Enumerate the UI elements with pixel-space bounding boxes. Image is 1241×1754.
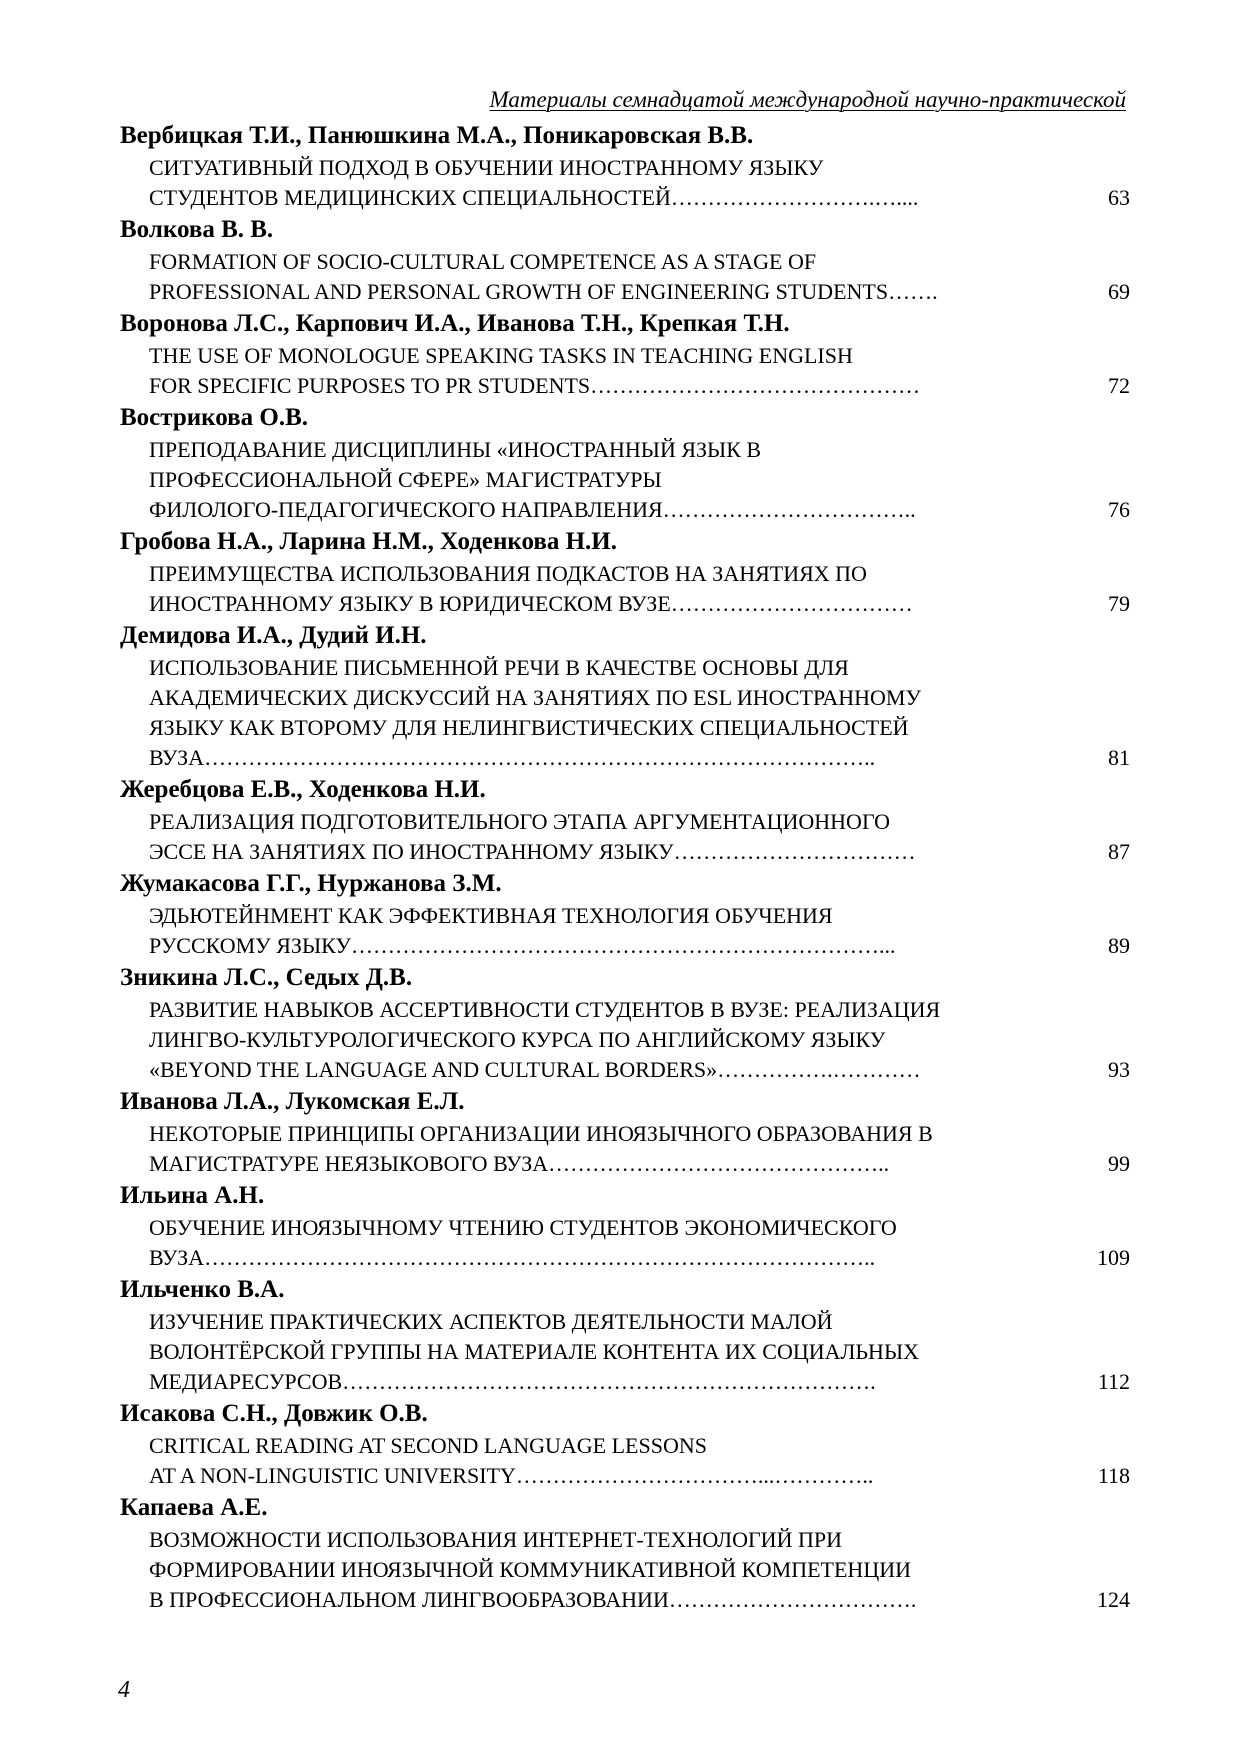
- toc-entry-title: [120, 995, 1130, 1085]
- toc-entry-title-line: ВУЗА………………………………………………………………………………..: [149, 1245, 876, 1270]
- toc-entry-title: [120, 1431, 1130, 1491]
- toc-entry-authors: Иванова Л.А., Лукомская Е.Л.: [120, 1088, 465, 1115]
- toc-entry-title: [120, 341, 1130, 401]
- toc-entry-page-number: 76: [1108, 497, 1130, 522]
- toc-entry-title-line: ЭССЕ НА ЗАНЯТИЯХ ПО ИНОСТРАННОМУ ЯЗЫКУ……………………………: [149, 839, 916, 864]
- toc-entry-authors: Ильина А.Н.: [120, 1182, 265, 1209]
- toc-entry-page-number: 81: [1108, 745, 1130, 770]
- toc-entry-page-number: 118: [1097, 1463, 1130, 1488]
- toc-entry[interactable]: [120, 619, 1130, 773]
- toc-entry-title: [120, 1119, 1130, 1179]
- toc-entry[interactable]: [120, 867, 1130, 961]
- toc-entry-title-line: ЯЗЫКУ КАК ВТОРОМУ ДЛЯ НЕЛИНГВИСТИЧЕСКИХ СПЕЦИАЛЬНОСТЕЙ: [149, 715, 909, 740]
- toc-entry-title-line: THE USE OF MONOLOGUE SPEAKING TASKS IN TEACHING ENGLISH: [149, 343, 853, 368]
- toc-entry-authors: Вербицкая Т.И., Панюшкина М.А., Поникаровская В.В.: [120, 122, 754, 149]
- toc-entry-title-line: В ПРОФЕССИОНАЛЬНОМ ЛИНГВООБРАЗОВАНИИ…………………………….: [149, 1587, 917, 1612]
- toc-entry-title-line: FORMATION OF SOCIO-CULTURAL COMPETENCE AS A STAGE OF: [149, 249, 817, 274]
- toc-entry-title: [120, 1307, 1130, 1397]
- toc-entry-title-line: ПРЕПОДАВАНИЕ ДИСЦИПЛИНЫ «ИНОСТРАННЫЙ ЯЗЫК В: [149, 437, 762, 462]
- toc-entry-title: [120, 1213, 1130, 1273]
- toc-entry-title-line: ПРЕИМУЩЕСТВА ИСПОЛЬЗОВАНИЯ ПОДКАСТОВ НА ЗАНЯТИЯХ ПО: [149, 561, 867, 586]
- toc-entry-title: [120, 153, 1130, 213]
- toc-entry-title: [120, 653, 1130, 773]
- toc-entry-authors: Капаева А.Е.: [120, 1494, 268, 1521]
- toc-entry-title: [120, 1525, 1130, 1615]
- toc-entry-title-line: ФИЛОЛОГО-ПЕДАГОГИЧЕСКОГО НАПРАВЛЕНИЯ……………………………..: [149, 497, 916, 522]
- toc-entry[interactable]: [120, 1085, 1130, 1179]
- toc-entry[interactable]: [120, 1491, 1130, 1615]
- toc-entry-title-line: ЛИНГВО-КУЛЬТУРОЛОГИЧЕСКОГО КУРСА ПО АНГЛИЙСКОМУ ЯЗЫКУ: [149, 1027, 886, 1052]
- toc-entry-authors: Жеребцова Е.В., Ходенкова Н.И.: [120, 776, 486, 803]
- toc-entry-page-number: 72: [1108, 373, 1130, 398]
- toc-entry-title-line: АКАДЕМИЧЕСКИХ ДИСКУССИЙ НА ЗАНЯТИЯХ ПО ESL ИНОСТРАННОМУ: [149, 685, 922, 710]
- toc-entry-authors: Исакова С.Н., Довжик О.В.: [120, 1400, 428, 1427]
- toc-entry[interactable]: [120, 773, 1130, 867]
- toc-entry[interactable]: [120, 307, 1130, 401]
- toc-entry-page-number: 109: [1097, 1245, 1130, 1270]
- toc-entry-authors: Зникина Л.С., Седых Д.В.: [120, 964, 413, 991]
- toc-entry-page-number: 79: [1108, 591, 1130, 616]
- toc-entry-page-number: 99: [1108, 1151, 1130, 1176]
- toc-entry-title-line: AT A NON-LINGUISTIC UNIVERSITY……………………………...…………..: [149, 1463, 874, 1488]
- toc-entry[interactable]: [120, 1397, 1130, 1491]
- toc-entry[interactable]: [120, 401, 1130, 525]
- toc-entry-title: [120, 901, 1130, 961]
- toc-entry-title-line: СТУДЕНТОВ МЕДИЦИНСКИХ СПЕЦИАЛЬНОСТЕЙ……………………….…....: [149, 185, 919, 210]
- toc-entry-title-line: «BEYOND THE LANGUAGE AND CULTURAL BORDERS»…………….…………: [149, 1057, 921, 1082]
- toc-entry-title-line: РЕАЛИЗАЦИЯ ПОДГОТОВИТЕЛЬНОГО ЭТАПА АРГУМЕНТАЦИОННОГО: [149, 809, 890, 834]
- toc-entry-title-line: ВОЗМОЖНОСТИ ИСПОЛЬЗОВАНИЯ ИНТЕРНЕТ-ТЕХНОЛОГИЙ ПРИ: [149, 1527, 842, 1552]
- toc-entry-title-line: РУССКОМУ ЯЗЫКУ………………………………………………………………...: [149, 933, 896, 958]
- toc-entry-authors: Вострикова О.В.: [120, 404, 308, 431]
- toc-entry[interactable]: [120, 213, 1130, 307]
- toc-entry-page-number: 87: [1108, 839, 1130, 864]
- toc-entry-page-number: 63: [1108, 185, 1130, 210]
- toc-entry-page-number: 89: [1108, 933, 1130, 958]
- toc-entry-page-number: 93: [1108, 1057, 1130, 1082]
- toc-entry-authors: Ильченко В.А.: [120, 1276, 285, 1303]
- toc-entry-authors: Жумакасова Г.Г., Нуржанова З.М.: [120, 870, 502, 897]
- toc-entry-authors: Волкова В. В.: [120, 216, 274, 243]
- toc-entry-title: [120, 807, 1130, 867]
- running-header: Материалы семнадцатой международной научно-практической: [489, 87, 1126, 112]
- toc-entry-title-line: ИНОСТРАННОМУ ЯЗЫКУ В ЮРИДИЧЕСКОМ ВУЗЕ……………………………: [149, 591, 913, 616]
- toc-entry-title: [120, 247, 1130, 307]
- toc-entry[interactable]: [120, 1179, 1130, 1273]
- toc-entry-title-line: ПРОФЕССИОНАЛЬНОЙ СФЕРЕ» МАГИСТРАТУРЫ: [149, 467, 662, 492]
- toc-entry-title-line: РАЗВИТИЕ НАВЫКОВ АССЕРТИВНОСТИ СТУДЕНТОВ В ВУЗЕ: РЕАЛИЗАЦИЯ: [149, 997, 941, 1022]
- toc-entry-title-line: CRITICAL READING AT SECOND LANGUAGE LESSONS: [149, 1433, 707, 1458]
- toc-entry[interactable]: [120, 525, 1130, 619]
- toc-entry-authors: Демидова И.А., Дудий И.Н.: [120, 622, 427, 649]
- toc-entry-authors: Воронова Л.С., Карпович И.А., Иванова Т.Н., Крепкая Т.Н.: [120, 310, 790, 337]
- toc-entry-title-line: ФОРМИРОВАНИИ ИНОЯЗЫЧНОЙ КОММУНИКАТИВНОЙ КОМПЕТЕНЦИИ: [149, 1557, 911, 1582]
- toc-entry-title-line: ИСПОЛЬЗОВАНИЕ ПИСЬМЕННОЙ РЕЧИ В КАЧЕСТВЕ ОСНОВЫ ДЛЯ: [149, 655, 849, 680]
- page-number: 4: [118, 1677, 130, 1703]
- toc-entry-title-line: СИТУАТИВНЫЙ ПОДХОД В ОБУЧЕНИИ ИНОСТРАННОМУ ЯЗЫКУ: [149, 155, 824, 180]
- toc-entry[interactable]: [120, 961, 1130, 1085]
- toc-entry-title-line: ЭДЬЮТЕЙНМЕНТ КАК ЭФФЕКТИВНАЯ ТЕХНОЛОГИЯ ОБУЧЕНИЯ: [149, 903, 833, 928]
- toc-entry-page-number: 124: [1097, 1587, 1130, 1612]
- toc-entry-title-line: ИЗУЧЕНИЕ ПРАКТИЧЕСКИХ АСПЕКТОВ ДЕЯТЕЛЬНОСТИ МАЛОЙ: [149, 1309, 833, 1334]
- toc-entry-title-line: ОБУЧЕНИЕ ИНОЯЗЫЧНОМУ ЧТЕНИЮ СТУДЕНТОВ ЭКОНОМИЧЕСКОГО: [149, 1215, 897, 1240]
- table-of-contents: [120, 119, 1130, 1615]
- toc-entry-title-line: НЕКОТОРЫЕ ПРИНЦИПЫ ОРГАНИЗАЦИИ ИНОЯЗЫЧНОГО ОБРАЗОВАНИЯ В: [149, 1121, 933, 1146]
- toc-entry-authors: Гробова Н.А., Ларина Н.М., Ходенкова Н.И.: [120, 528, 617, 555]
- toc-entry-page-number: 112: [1097, 1369, 1130, 1394]
- toc-entry-title-line: FOR SPECIFIC PURPOSES TO PR STUDENTS………………………………………: [149, 373, 921, 398]
- toc-entry-title: [120, 435, 1130, 525]
- toc-entry-title-line: ВОЛОНТЁРСКОЙ ГРУППЫ НА МАТЕРИАЛЕ КОНТЕНТА ИХ СОЦИАЛЬНЫХ: [149, 1339, 920, 1364]
- toc-entry-title: [120, 559, 1130, 619]
- toc-entry-title-line: PROFESSIONAL AND PERSONAL GROWTH OF ENGINEERING STUDENTS…….: [149, 279, 938, 304]
- toc-entry[interactable]: [120, 119, 1130, 213]
- toc-entry[interactable]: [120, 1273, 1130, 1397]
- toc-entry-title-line: ВУЗА………………………………………………………………………………..: [149, 745, 876, 770]
- toc-entry-title-line: МАГИСТРАТУРЕ НЕЯЗЫКОВОГО ВУЗА………………………………………..: [149, 1151, 890, 1176]
- toc-entry-title-line: МЕДИАРЕСУРСОВ……………………………………………………………….: [149, 1369, 876, 1394]
- toc-entry-page-number: 69: [1108, 279, 1130, 304]
